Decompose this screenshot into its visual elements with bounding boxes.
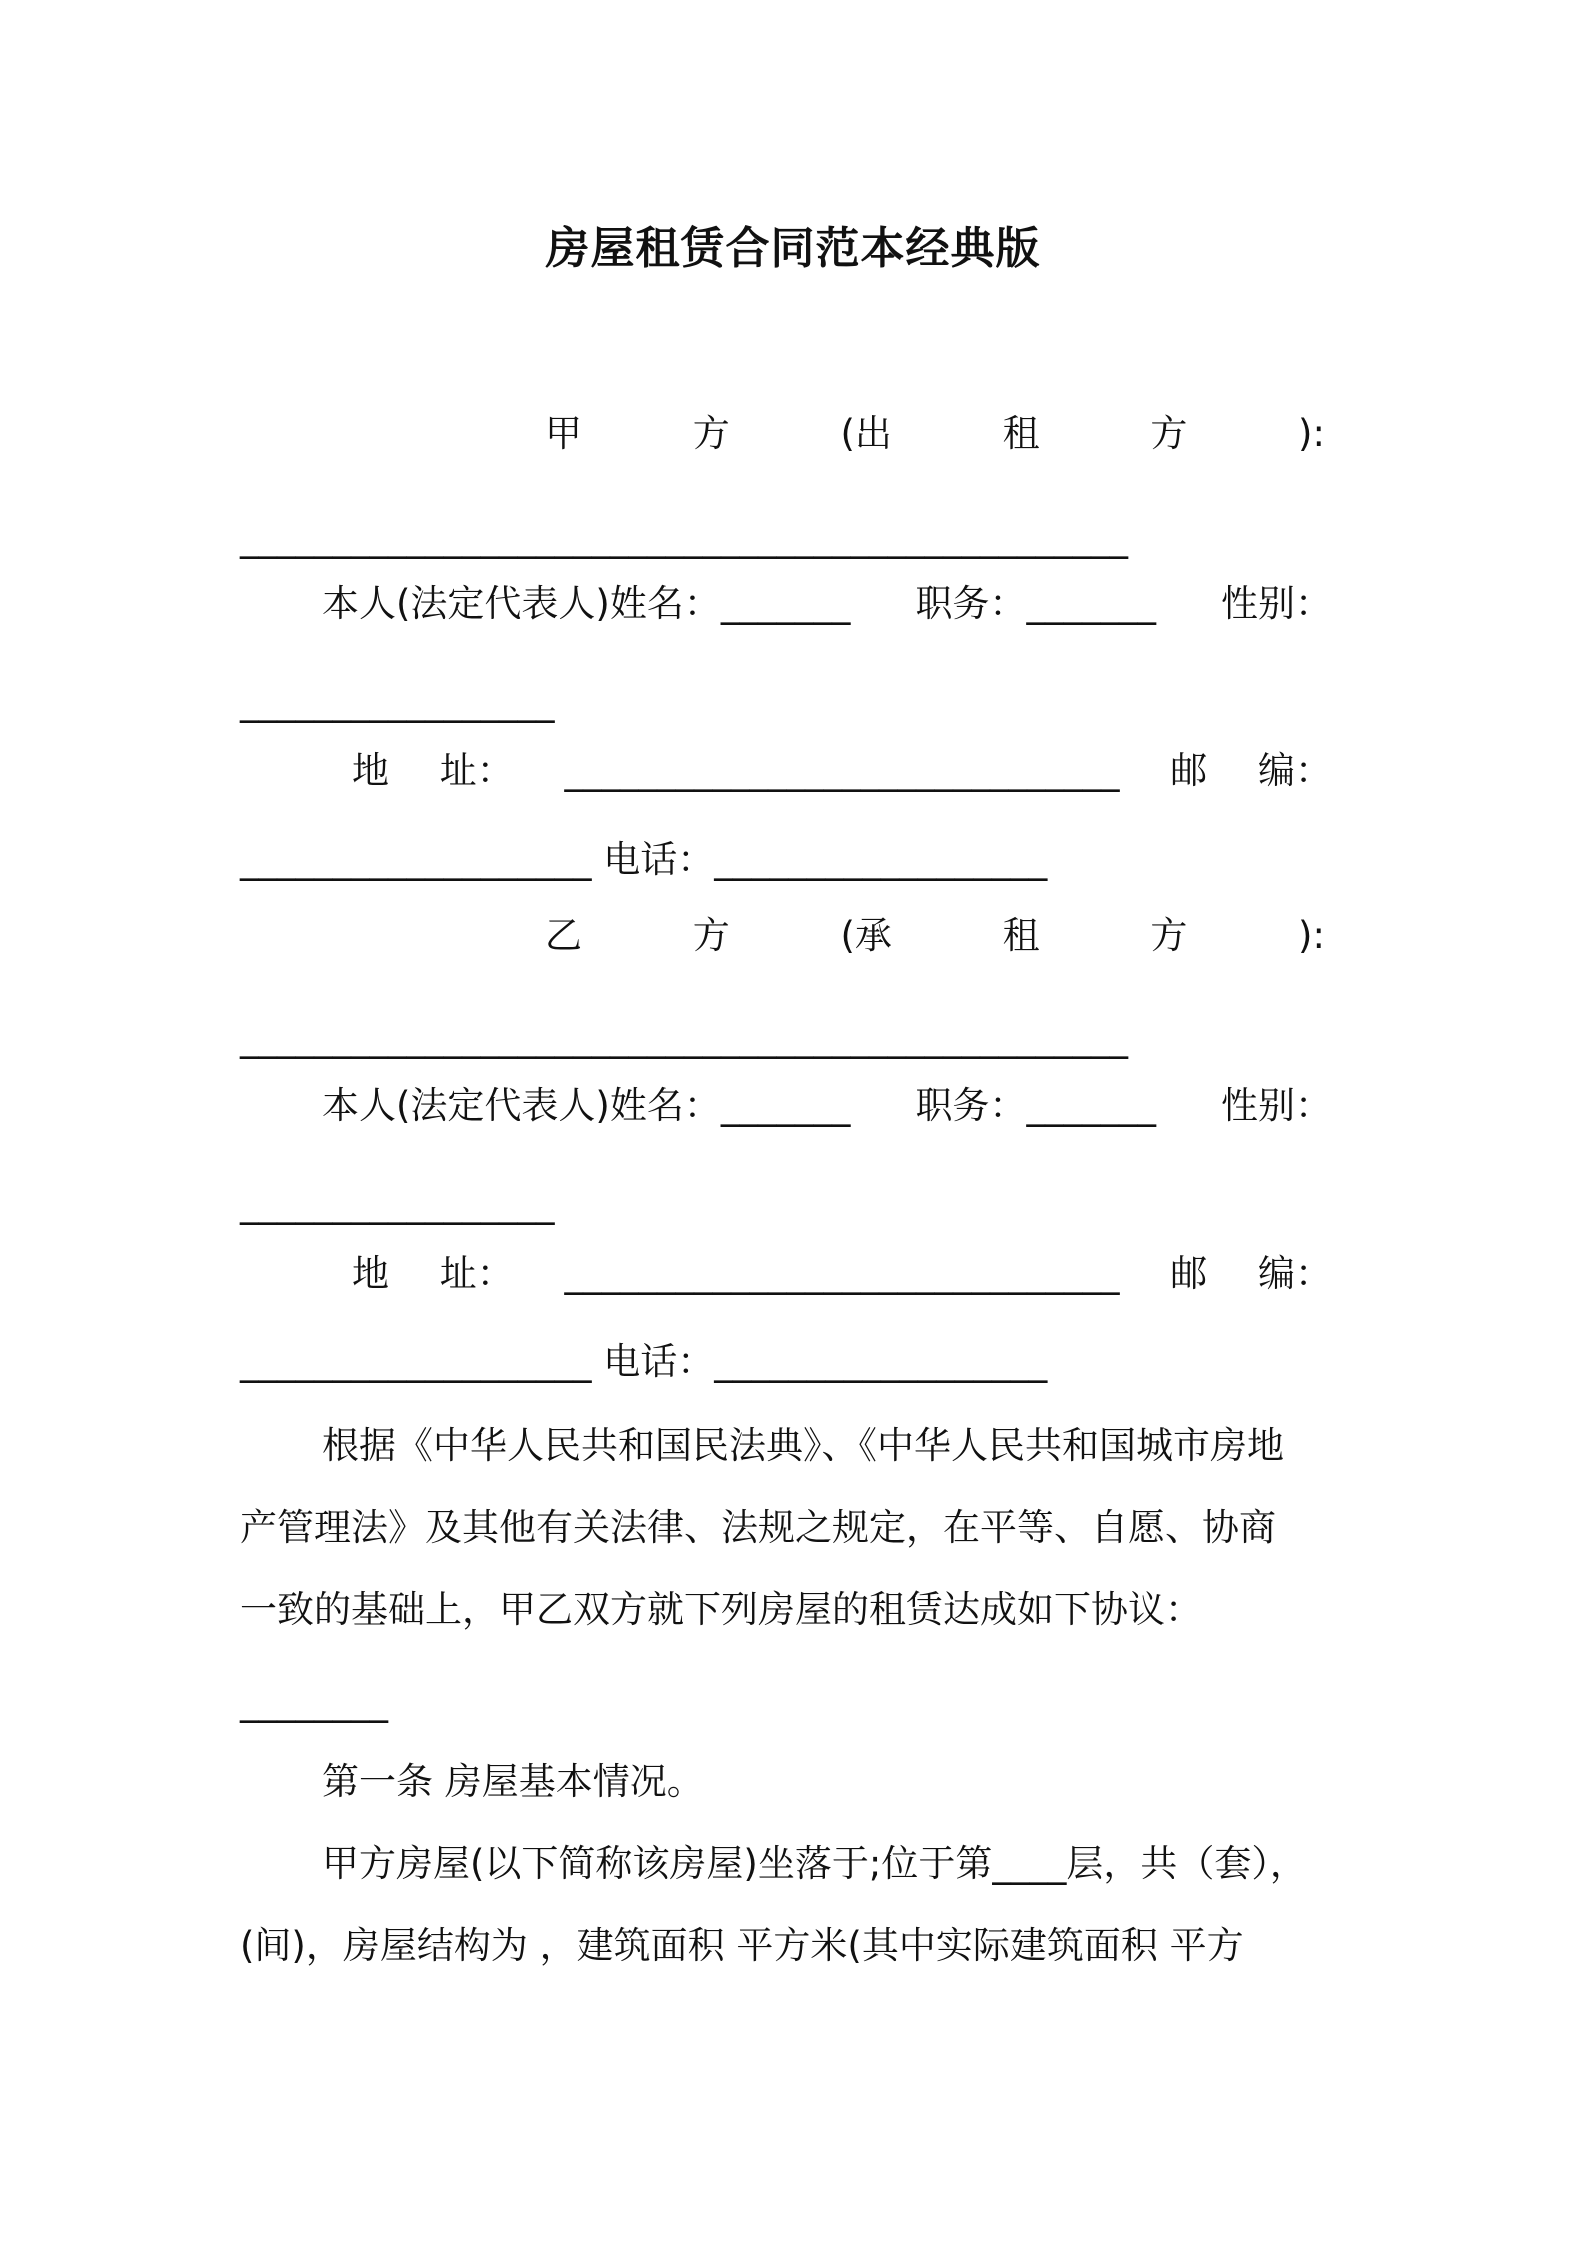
preamble-blank: ________ [240, 1680, 388, 1723]
article-1-line-2: (间)，房屋结构为 ，建筑面积 平方米(其中实际建筑面积 平方 [240, 1924, 1244, 1967]
party-b-phone-label: 电话： [603, 1340, 715, 1383]
article-1-heading: 第一条 房屋基本情况。 [322, 1760, 704, 1803]
party-b-zip-char: 编： [1258, 1252, 1332, 1295]
party-b-phone-blank: __________________ [714, 1340, 1048, 1383]
document-title: 房屋租赁合同范本经典版 [545, 223, 1041, 274]
party-a-zip-char: 邮 [1170, 749, 1208, 792]
party-b-line [240, 1012, 1350, 1064]
party-b-duty-label: 职务：_______ [915, 1080, 1156, 1132]
party-a-address-blank: ______________________________ [564, 749, 1120, 792]
party-b-addr-char: 地 [352, 1252, 389, 1295]
party-a-rep-name-label: 本人(法定代表人)姓名：_______ [322, 578, 850, 630]
party-a-address-row [352, 745, 1332, 797]
party-a-blank: ________________________________________________ [240, 516, 1128, 559]
preamble-blank-row [240, 1676, 1350, 1728]
party-a-char: 甲 [545, 412, 582, 455]
party-b-gender-label: 性别： [1221, 1084, 1332, 1127]
party-a-line [240, 512, 1350, 564]
party-a-phone-blank: __________________ [714, 838, 1048, 881]
preamble-line-3: 一致的基础上，甲乙双方就下列房屋的租赁达成如下协议： [240, 1588, 1202, 1631]
party-a-char: ): [1298, 412, 1325, 455]
party-a-heading [545, 408, 1325, 460]
party-a-gender-blank: _________________ [240, 680, 555, 723]
party-b-char: 乙 [545, 914, 582, 957]
party-b-phone-row [240, 1336, 1350, 1388]
party-a-zip-blank: ___________________ [240, 838, 592, 881]
party-b-char: 方 [1150, 914, 1188, 957]
party-b-zip-char: 邮 [1170, 1252, 1208, 1295]
party-b-address-blank: ______________________________ [564, 1252, 1120, 1295]
party-a-phone-label: 电话： [603, 838, 715, 881]
party-a-char: 租 [1002, 412, 1040, 455]
party-a-addr-char: 址： [439, 749, 514, 792]
party-a-gender-label: 性别： [1221, 582, 1332, 625]
preamble-line-1: 根据《中华人民共和国民法典》、《中华人民共和国城市房地 [322, 1424, 1284, 1467]
party-b-name-blank: _______ [720, 1084, 851, 1127]
party-b-rep-row [322, 1080, 1332, 1132]
party-b-gender-blank: _________________ [240, 1182, 555, 1225]
party-b-gender-row [240, 1178, 1350, 1230]
party-a-char: (出 [840, 412, 892, 455]
party-b-address-row [352, 1248, 1332, 1300]
article-1-line-1: 甲方房屋(以下简称该房屋)坐落于;位于第____层，共（套）， [322, 1842, 1307, 1885]
party-a-char: 方 [692, 412, 730, 455]
party-a-zip-char: 编： [1258, 749, 1332, 792]
party-a-char: 方 [1150, 412, 1188, 455]
party-b-addr-char: 址： [439, 1252, 514, 1295]
party-a-duty-label: 职务：_______ [915, 578, 1156, 630]
party-a-name-blank: _______ [720, 582, 851, 625]
party-b-heading [545, 910, 1325, 962]
party-b-duty-blank: _______ [1026, 1084, 1156, 1127]
party-b-blank: ________________________________________________ [240, 1016, 1128, 1059]
preamble-line-2: 产管理法》及其他有关法律、法规之规定，在平等、自愿、协商 [240, 1506, 1276, 1549]
party-a-addr-char: 地 [352, 749, 389, 792]
party-a-rep-row [322, 578, 1332, 630]
party-b-rep-name-label: 本人(法定代表人)姓名：_______ [322, 1080, 850, 1132]
party-a-duty-blank: _______ [1026, 582, 1156, 625]
party-b-char: 租 [1002, 914, 1040, 957]
party-a-phone-row [240, 834, 1350, 886]
party-b-zip-blank: ___________________ [240, 1340, 592, 1383]
party-b-char: (承 [840, 914, 892, 957]
party-a-gender-row [240, 676, 1350, 728]
party-b-char: ): [1298, 914, 1325, 957]
party-b-char: 方 [692, 914, 730, 957]
